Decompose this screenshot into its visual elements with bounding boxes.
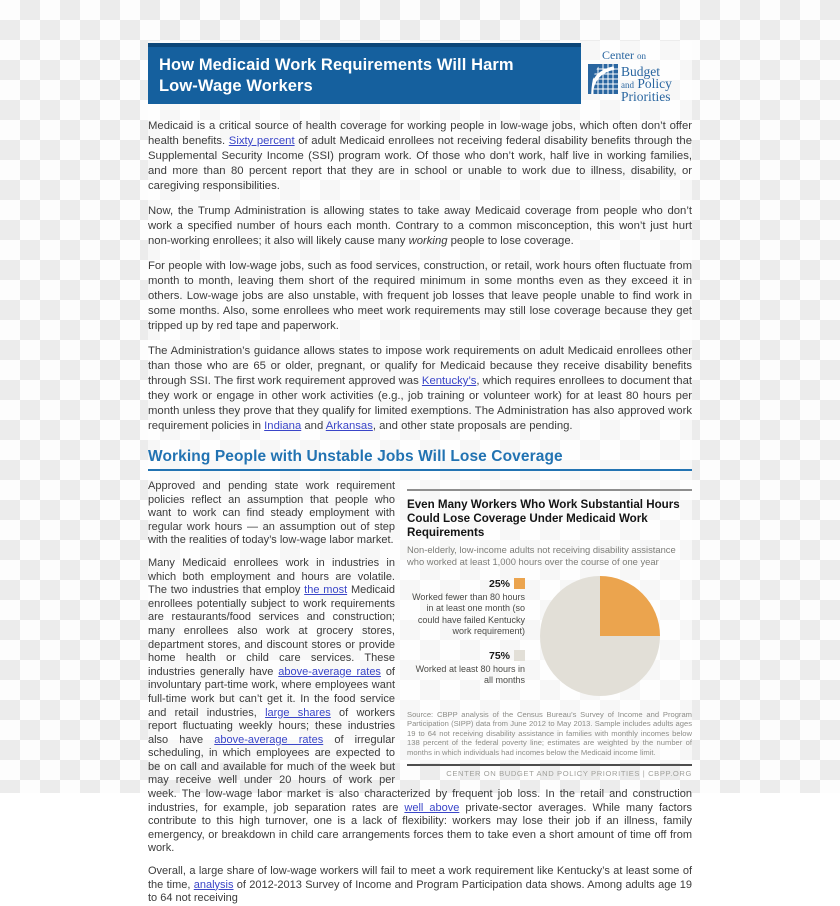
cbpp-grid-arch-icon	[588, 64, 618, 94]
text-span: of involuntary part-time work, where employees want full-time work but can’t get it. In the food service and retail industries,	[148, 665, 395, 719]
text-link[interactable]: Sixty percent	[228, 135, 295, 147]
section-content	[148, 480, 692, 906]
logo-on-text: on	[637, 51, 646, 61]
pie-chart-area	[407, 576, 692, 706]
document-title-line1: How Medicaid Work Requirements Will Harm	[159, 56, 514, 74]
figure-subtitle: Non-elderly, low-income adults not receiving disability assistance who worked at least 1,000 hours over the course of one year	[407, 544, 676, 567]
text-link[interactable]: above-average rates	[278, 665, 381, 678]
figure-title: Even Many Workers Who Work Substantial Hours Could Lose Coverage Under Medicaid Work Requirements	[407, 498, 680, 539]
figure-footer-credit: CENTER ON BUDGET AND POLICY PRIORITIES | CBPP.ORG	[446, 768, 692, 778]
text-span: Many Medicaid enrollees work in industries in which both employment and hours are volatile. The two industries that employ	[148, 556, 395, 597]
pie-legend	[407, 578, 525, 687]
text-span: of irregular scheduling, in which employees are expected to be on call and available for much of the week but may receive well under 20 hours of work per week. The low-wage labor market is also characterized by frequent job loss. In the retail and construction industries, for example, job separation rates are	[148, 733, 692, 814]
document-title-line2: Low-Wage Workers	[159, 77, 313, 95]
text-span: Approved and pending state work requirement policies reflect an assumption that people who want to work can find steady employment with regular work hours — an assumption out of step with the realities of today’s low-wage labor market.	[148, 480, 395, 547]
document-body	[148, 104, 692, 906]
text-link[interactable]: well above	[404, 801, 460, 814]
title-banner	[148, 43, 581, 104]
legend-75-pct: 75%	[488, 649, 510, 662]
legend-25-swatch	[514, 578, 525, 589]
paragraph-intro-4	[148, 344, 692, 434]
text-span: and	[301, 420, 326, 432]
text-span: , which requires enrollees to document that they work or engage in other work activities (e.g., job training or volunteer work) for at least 80 hours per month unless they prove that they qualify for limited exemptions. The Administration has also approved work requirement policies in	[148, 375, 692, 432]
section-heading: Working People with Unstable Jobs Will Lose Coverage	[148, 448, 692, 471]
text-span: Medicaid enrollees potentially subject to work requirements are restaurants/food services and construction; many enrollees also work at grocery stores, department stores, and discount stores or provide home health or child care services. These industries generally have	[148, 584, 395, 678]
text-link[interactable]: above-average rates	[214, 733, 324, 746]
text-span: For people with low-wage jobs, such as food services, construction, or retail, work hours often fluctuate from month to month, leaving them short of the required minimum in some months even as they exceed it in others. Low-wage jobs are also unstable, with frequent job losses that leave people unable to find work in some months. Also, some enrollees who meet work requirements may still lose coverage because they get tripped up by red tape and paperwork.	[148, 260, 692, 332]
text-span: Now, the Trump Administration is allowing states to take away Medicaid coverage from people who don’t work a specified number of hours each month. Contrary to a common misconception, this won’t just hurt non-working enrollees; it also will likely cause many	[148, 205, 692, 247]
text-span: working	[408, 235, 448, 247]
text-link[interactable]: Kentucky’s	[421, 375, 477, 387]
figure-box	[407, 489, 692, 778]
text-span: of workers report fluctuating weekly hours; these industries also have	[148, 706, 395, 746]
text-span: of 2012-2013 Survey of Income and Program Participation data shows. Among adults age 19 to 64 not receiving	[148, 878, 692, 905]
text-span: private-sector averages. While many factors contribute to this high turnover, one is a lack of flexibility: workers may lose their job if an illness, family emergency, or breakdown in child care arrangements forces them to take even a short amount of time off from work.	[148, 801, 692, 855]
text-span: The Administration’s guidance allows states to impose work requirements on adult Medicaid enrollees other than those who are 65 or older, pregnant, or qualify for Medicaid because they receive disability benefits through SSI. The first work requirement approved was	[148, 345, 692, 387]
text-link[interactable]: analysis	[193, 878, 234, 891]
text-span: Overall, a large share of low-wage workers will fail to meet a work requirement like Kentucky’s at least some of the time,	[148, 865, 692, 891]
paragraph-intro-3	[148, 259, 692, 334]
cbpp-logo	[588, 48, 692, 103]
text-link[interactable]: the most	[304, 584, 348, 597]
document-header	[148, 41, 692, 104]
logo-word-priorities: Priorities	[621, 89, 671, 104]
logo-word-budget: Budget	[621, 64, 660, 79]
document-page	[148, 41, 692, 905]
text-span: , and other state proposals are pending.	[372, 420, 573, 432]
text-span: Medicaid is a critical source of health coverage for working people in low-wage jobs, which often don’t offer health benefits.	[148, 120, 692, 147]
logo-word-policy: Policy	[637, 75, 672, 91]
legend-item-25	[407, 578, 525, 638]
text-span: people to lose coverage.	[447, 235, 574, 247]
legend-75-desc: Worked at least 80 hours in all months	[415, 663, 525, 686]
legend-25-pct: 25%	[488, 577, 510, 590]
figure-footer-rule	[407, 764, 692, 766]
logo-center-text: Center	[602, 48, 634, 62]
figure-source-note: Source: CBPP analysis of the Census Bureau’s Survey of Income and Program Participation (SIPP) data from June 2012 to May 2013. Sample includes adults ages 19 to 64 not receiving disability assistance in families with monthly incomes below 138 percent of the federal poverty line; estimates are weighted by the number of months in which individuals had incomes below the Medicaid income limit.	[407, 709, 692, 757]
document-title	[159, 55, 569, 97]
text-link[interactable]: Indiana	[264, 420, 302, 432]
text-link[interactable]: Arkansas	[325, 420, 373, 432]
legend-75-swatch	[514, 650, 525, 661]
legend-25-desc: Worked fewer than 80 hours in at least one month (so could have failed Kentucky work requirement)	[412, 591, 525, 637]
paragraph-intro-2	[148, 204, 692, 249]
pie-chart	[540, 576, 660, 696]
logo-word-and: and	[621, 79, 634, 90]
paragraph-section-3	[148, 865, 692, 906]
paragraph-intro-1	[148, 119, 692, 194]
text-span: of adult Medicaid enrollees not receiving federal disability benefits through the Supplemental Security Income (SSI) program work. Of those who don’t work, half live in working families, and more than 80 percent report that they are in school or unable to work due to illness, disability, or caregiving responsibilities.	[148, 135, 692, 192]
legend-item-75	[407, 650, 525, 687]
text-link[interactable]: large shares	[265, 706, 331, 719]
